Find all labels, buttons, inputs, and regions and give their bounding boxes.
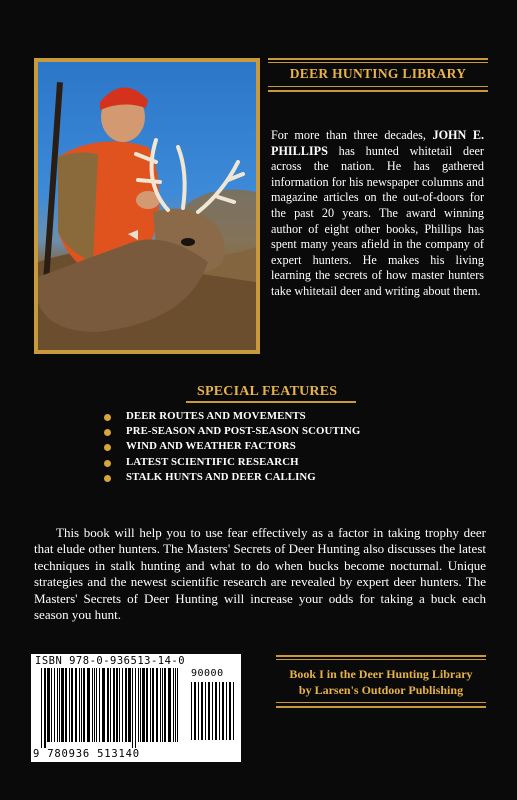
title-bottom-rule-thin <box>268 86 488 87</box>
library-note-line2: by Larsen's Outdoor Publishing <box>298 682 464 697</box>
feature-item: WIND AND WEATHER FACTORS <box>104 440 360 455</box>
note-top-rule-thin <box>276 659 486 660</box>
series-title: DEER HUNTING LIBRARY <box>289 66 467 81</box>
author-name: JOHN E. PHILLIPS <box>271 128 485 158</box>
features-rule <box>186 401 356 403</box>
note-top-rule <box>276 655 486 657</box>
note-bottom-rule-thin <box>276 702 486 703</box>
feature-list <box>104 410 360 486</box>
barcode-digits: 9 780936 513140 <box>33 748 140 760</box>
bullet-icon <box>104 414 111 421</box>
bio-text: has hunted whitetail deer across the nation. He has gathered information for his newspaper columns and magazine articles on the out-of-doors for the past 20 years. The award winning author of eight other books, Phillips has spent many years afield in the company of expert hunters. He makes his living learning the secrets of how master hunters take whitetail deer and writing about them. <box>271 143 484 298</box>
library-note <box>276 667 486 698</box>
bullet-icon <box>104 429 111 436</box>
author-photo <box>38 62 256 350</box>
title-top-rule <box>268 58 488 60</box>
book-description: This book will help you to use fear effectively as a factor in taking trophy deer that elude other hunters. The Masters' Secrets of Deer Hunting also discusses the latest techniques in stalk hunting and what to do when bucks become nocturnal. Unique strategies and the newest scientific research are revealed by expert deer hunters. The Masters' Secrets of Deer Hunting will increase your odds for taking a buck each season you hunt. <box>34 525 486 623</box>
title-bottom-rule <box>268 90 488 92</box>
bio-lead: For more than three decades, <box>271 128 426 142</box>
features-title: SPECIAL FEATURES <box>197 384 338 399</box>
note-bottom-rule <box>276 706 486 708</box>
feature-item: LATEST SCIENTIFIC RESEARCH <box>104 456 360 471</box>
barcode-bars <box>31 654 241 762</box>
feature-item: DEER ROUTES AND MOVEMENTS <box>104 410 360 425</box>
hunter-with-buck-illustration <box>38 62 256 350</box>
bullet-icon <box>104 475 111 482</box>
price-code: 90000 <box>191 668 224 679</box>
feature-item: PRE-SEASON AND POST-SEASON SCOUTING <box>104 425 360 440</box>
author-bio <box>271 128 484 300</box>
author-photo-frame <box>34 58 260 354</box>
bullet-icon <box>104 460 111 467</box>
feature-item: STALK HUNTS AND DEER CALLING <box>104 471 360 486</box>
barcode <box>31 654 241 762</box>
isbn-label: ISBN 978-0-936513-14-0 <box>35 655 186 667</box>
library-note-line1: Book I in the Deer Hunting Library <box>289 667 473 681</box>
title-top-rule-thin <box>268 62 488 63</box>
bullet-icon <box>104 444 111 451</box>
